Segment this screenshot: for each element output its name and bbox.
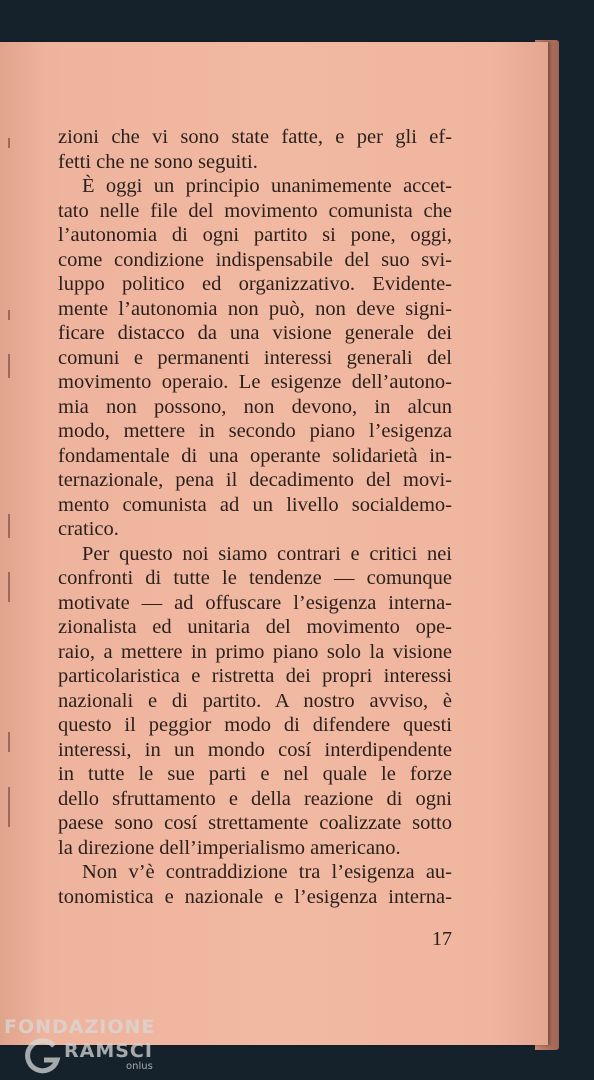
text-line: in tutte le sue parti e nel quale le forze	[58, 763, 452, 785]
text-line: come condizione indispensabile del suo svi-	[58, 248, 452, 271]
text-line: interessi, in un mondo cosí interdipendente	[58, 738, 452, 761]
text-line: cratico.	[58, 518, 119, 540]
text-line: particolaristica e ristretta dei propri interessi	[58, 665, 452, 687]
watermark-suffix: onlus	[126, 1061, 153, 1072]
page-number: 17	[432, 928, 452, 950]
text-line: raio, a mettere in primo piano solo la visione	[58, 640, 452, 663]
text-line: mia non possono, non devono, in alcun	[58, 395, 452, 418]
text-line: mente l’autonomia non può, non deve signi-	[58, 297, 452, 320]
text-line: motivate — ad offuscare l’esigenza interna-	[58, 591, 452, 614]
text-line: movimento operaio. Le esigenze dell’autono-	[58, 371, 452, 393]
text-line: dello sfruttamento e della reazione di ogni	[58, 787, 452, 810]
text-line: fetti che ne sono seguiti.	[58, 150, 258, 173]
text-line: l’autonomia di ogni partito si pone, oggi,	[58, 224, 452, 246]
text-line: paese sono cosí strettamente coalizzate sotto	[58, 812, 452, 834]
margin-mark	[8, 354, 10, 378]
text-line: zionalista ed unitaria del movimento ope-	[58, 616, 452, 638]
text-line: nazionali e di partito. A nostro avviso, è	[58, 689, 452, 712]
text-line: mento comunista ad un livello socialdemo-	[58, 493, 452, 516]
text-line: luppo politico ed organizzativo. Evidente-	[58, 273, 452, 295]
margin-mark	[8, 310, 10, 320]
margin-mark	[8, 514, 10, 538]
text-line: Non v’è contraddizione tra l’esigenza au-	[82, 861, 452, 883]
margin-mark	[8, 787, 10, 827]
text-line: la direzione dell’imperialismo americano.	[58, 836, 401, 859]
text-line: tato nelle file del movimento comunista che	[58, 199, 452, 222]
text-line: zioni che vi sono state fatte, e per gli ef-	[58, 126, 452, 148]
body-text	[58, 125, 452, 909]
watermark-logo	[4, 1016, 155, 1072]
text-line: questo il peggior modo di difendere questi	[58, 714, 452, 736]
watermark-title: FONDAZIONE	[4, 1016, 156, 1038]
margin-mark	[8, 732, 10, 752]
watermark-name: RAMSCI	[64, 1040, 153, 1062]
text-line: fondamentale di una operante solidarietà in-	[58, 444, 452, 467]
text-line: È oggi un principio unanimemente accet-	[82, 175, 452, 197]
margin-mark	[8, 138, 10, 148]
text-line: ternazionale, pena il decadimento del movi-	[58, 469, 452, 491]
margin-mark	[8, 572, 10, 602]
text-line: ficare distacco da una visione generale dei	[58, 322, 452, 344]
gramsci-g-icon	[24, 1038, 62, 1076]
text-line: modo, mettere in secondo piano l’esigenza	[58, 420, 452, 442]
text-line: comuni e permanenti interessi generali del	[58, 346, 452, 369]
text-line: confronti di tutte le tendenze — comunque	[58, 567, 452, 589]
text-line: tonomistica e nazionale e l’esigenza interna-	[58, 885, 452, 908]
text-line: Per questo noi siamo contrari e critici nei	[82, 542, 452, 565]
